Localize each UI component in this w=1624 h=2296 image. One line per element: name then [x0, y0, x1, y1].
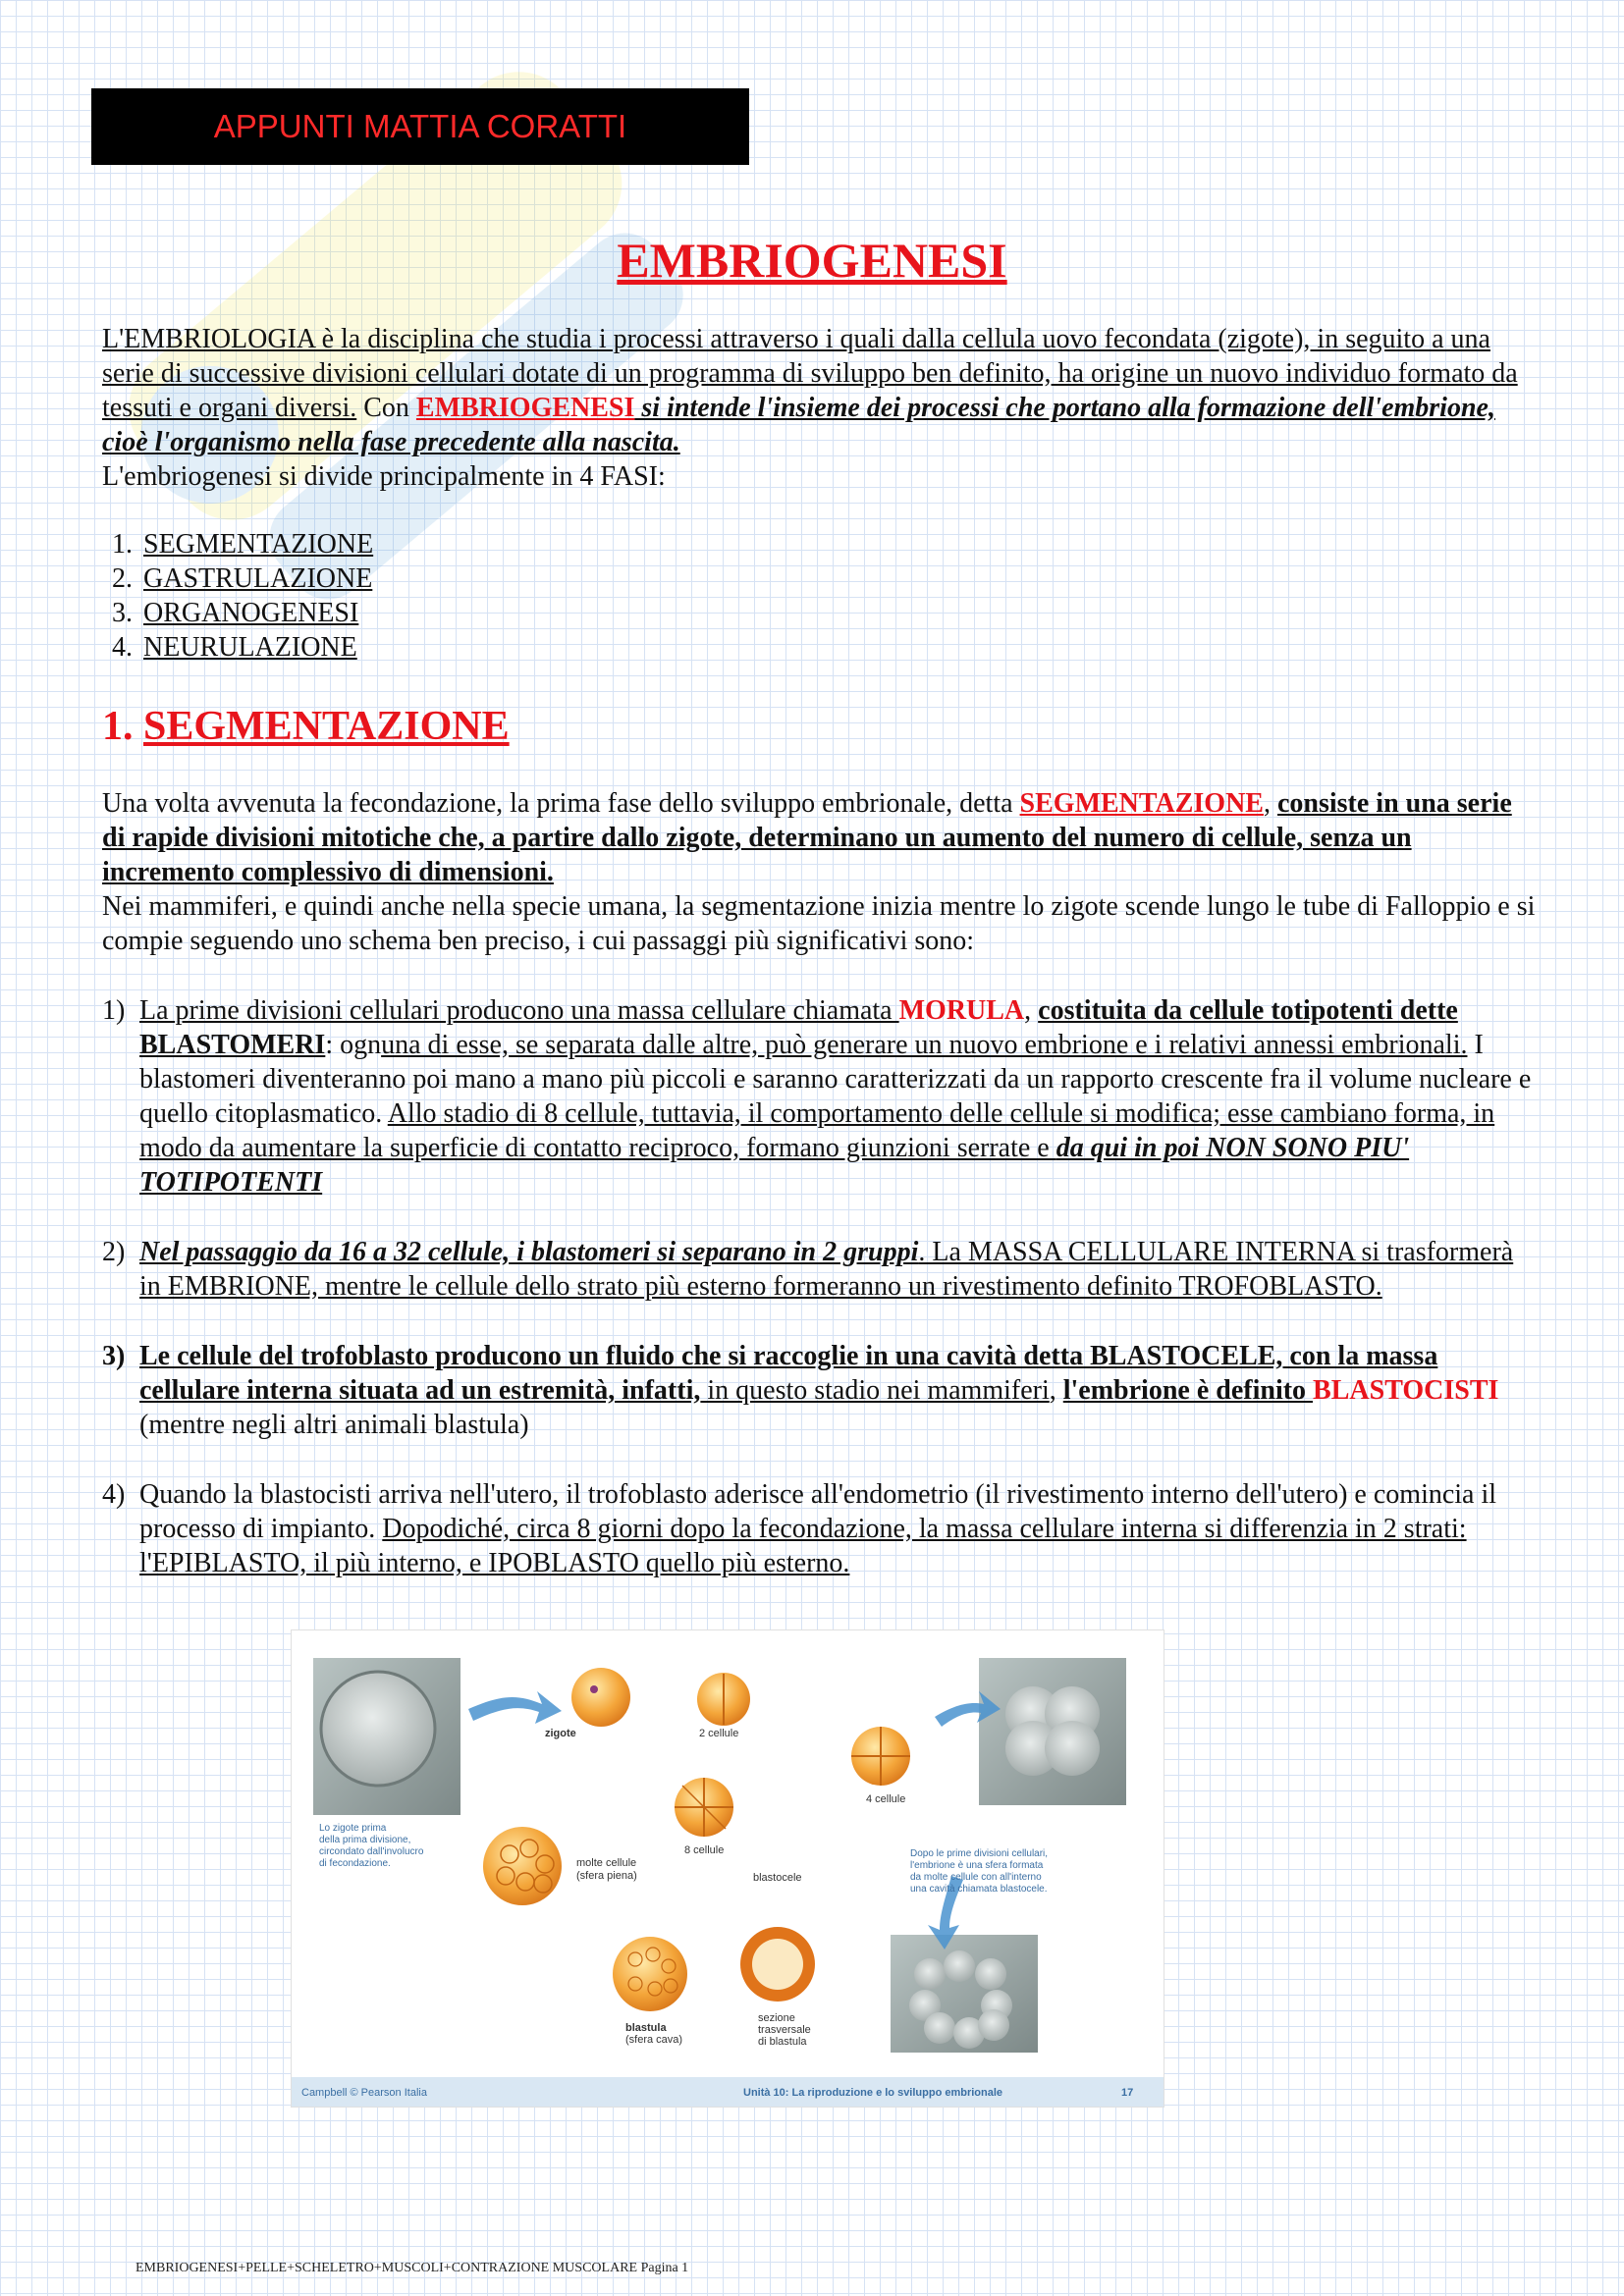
label-trasversale: trasversale — [758, 2024, 811, 2036]
label-di-blastula: di blastula — [758, 2036, 807, 2048]
zygote-photo-cell — [321, 1672, 435, 1786]
zygote-illustration — [571, 1668, 630, 1727]
label-sezione: sezione — [758, 2012, 795, 2024]
four-cell-illustration — [851, 1727, 910, 1786]
section-paragraph-2: Nei mammiferi, e quindi anche nella specie umana, la segmentazione inizia mentre lo zigote scende lungo le tube di Falloppio e si compie seguendo uno schema ben preciso, i cui passaggi più significativi sono: — [102, 891, 1536, 956]
steps-list — [102, 993, 1540, 1580]
figure-unit: Unità 10: La riproduzione e lo sviluppo embrionale — [743, 2087, 1003, 2099]
caption-right-line: una cavità chiamata blastocele. — [910, 1884, 1048, 1895]
intro-term: EMBRIOGENESI — [415, 393, 635, 423]
list-item: 4) Quando la blastocisti arriva nell'utero, il trofoblasto aderisce all'endometrio (il rivestimento interno dell'utero) e comincia il processo di impianto. Dopodiché, circa 8 giorni dopo la fecondazione, la massa cellulare interna si differenzia in 2 strati: l'EPIBLASTO, il più interno, e IPOBLASTO quello più esterno. — [102, 1479, 1497, 1578]
page-footer: EMBRIOGENESI+PELLE+SCHELETRO+MUSCOLI+CONTRAZIONE MUSCOLARE Pagina 1 — [135, 2261, 689, 2275]
label-2-cells: 2 cellule — [699, 1728, 739, 1739]
morula-illustration — [483, 1827, 562, 1905]
caption-right-line: da molte cellule con all'interno — [910, 1872, 1042, 1883]
section-paragraph: Una volta avvenuta la fecondazione, la prima fase dello sviluppo embrionale, detta SEGMENTAZIONE, consiste in una serie di rapide divisioni mitotiche che, a partire dallo zigote, determinano un aumento del numero di cellule, senza un incremento complessivo di dimensioni. — [102, 788, 1512, 887]
caption-right-line: Dopo le prime divisioni cellulari, — [910, 1848, 1049, 1859]
list-item: 2) Nel passaggio da 16 a 32 cellule, i blastomeri si separano in 2 gruppi. La MASSA CELLULARE INTERNA si trasformerà in EMBRIONE, mentre le cellule dello strato più esterno formeranno un rivestimento definito TROFOBLASTO. — [102, 1237, 1514, 1302]
label-sfera-piena: (sfera piena) — [576, 1870, 637, 1882]
four-cell-photo — [1005, 1686, 1100, 1776]
author-label: APPUNTI MATTIA CORATTI — [213, 108, 627, 144]
intro-definition: L'EMBRIOLOGIA è la disciplina che studia i processi attraverso i quali dalla cellula uovo fecondata (zigote), in seguito a una serie di successive divisioni cellulari dotate di un programma di sviluppo ben definito, ha origine un nuovo individuo formato da tessuti e organi diversi. — [102, 324, 1518, 423]
label-molte-cellule: molte cellule — [576, 1857, 637, 1869]
section-title: SEGMENTAZIONE — [143, 704, 510, 749]
arrow-icon — [468, 1691, 562, 1724]
document-body — [102, 322, 1540, 1616]
list-item: 1) La prime divisioni cellulari producono una massa cellulare chiamata MORULA, costituita da cellule totipotenti dette BLASTOMERI: ognuna di esse, se separata dalle altre, può generare un nuovo embrione e i relativi annessi embrionali. I blastomeri diventeranno poi mano a mano più piccoli e saranno caratterizzati da un rapporto crescente fra il volume nucleare e quello citoplasmatico. Allo stadio di 8 cellule, tuttavia, il comportamento delle cellule si modifica; esse cambiano forma, in modo da aumentare la superficie di contatto reciproco, formano giunzioni serrate e da qui in poi NON SONO PIU' TOTIPOTENTI — [102, 995, 1532, 1198]
blastula-section-illustration — [740, 1927, 815, 2002]
intro-paragraph — [102, 322, 1540, 459]
page-title: EMBRIOGENESI — [617, 233, 1007, 288]
list-item: 3. ORGANOGENESI — [139, 596, 1540, 630]
blastula-illustration — [613, 1937, 687, 2011]
label-sfera-cava: (sfera cava) — [625, 2034, 683, 2046]
intro-term-definition: si intende l'insieme dei processi che portano alla formazione dell'embrione, cioè l'organismo nella fase precedente alla nascita. — [102, 393, 1495, 457]
intro-phases-lead: L'embriogenesi si divide principalmente in 4 FASI: — [102, 461, 666, 492]
figure-credit: Campbell © Pearson Italia — [301, 2087, 427, 2099]
label-blastula: blastula — [625, 2022, 667, 2034]
caption-left-line: della prima divisione, — [319, 1835, 411, 1845]
list-item: 3) Le cellule del trofoblasto producono un fluido che si raccoglie in una cavità detta BLASTOCELE, con la massa cellulare interna situata ad un estremità, infatti, in questo stadio nei mammiferi, l'embrione è definito BLASTOCISTI (mentre negli altri animali blastula) — [102, 1341, 1499, 1440]
caption-right-line: l'embrione è una sfera formata — [910, 1860, 1044, 1871]
author-header — [91, 88, 749, 165]
term-blastocisti: BLASTOCISTI — [1313, 1375, 1499, 1406]
list-item: 1. SEGMENTAZIONE — [139, 527, 1540, 561]
eight-cell-illustration — [675, 1778, 733, 1837]
term-segmentazione: SEGMENTAZIONE — [1019, 788, 1264, 819]
label-4-cells: 4 cellule — [866, 1793, 906, 1805]
embryo-development-figure — [291, 1629, 1164, 2108]
caption-left-line: Lo zigote prima — [319, 1823, 387, 1834]
figure-page-number: 17 — [1121, 2087, 1134, 2099]
list-item: 4. NEURULAZIONE — [139, 630, 1540, 665]
label-blastocele: blastocele — [753, 1872, 802, 1884]
label-8-cells: 8 cellule — [684, 1844, 725, 1856]
section-number: 1. — [102, 704, 134, 749]
term-morula: MORULA — [898, 995, 1025, 1026]
intro-connector: Con — [356, 393, 416, 423]
caption-left-line: di fecondazione. — [319, 1858, 391, 1869]
list-item: 2. GASTRULAZIONE — [139, 561, 1540, 596]
phases-list — [102, 527, 1540, 665]
two-cell-illustration — [697, 1673, 750, 1726]
caption-left-line: circondato dall'involucro — [319, 1846, 424, 1857]
label-zygote: zigote — [545, 1728, 576, 1739]
section-heading — [102, 702, 1540, 751]
